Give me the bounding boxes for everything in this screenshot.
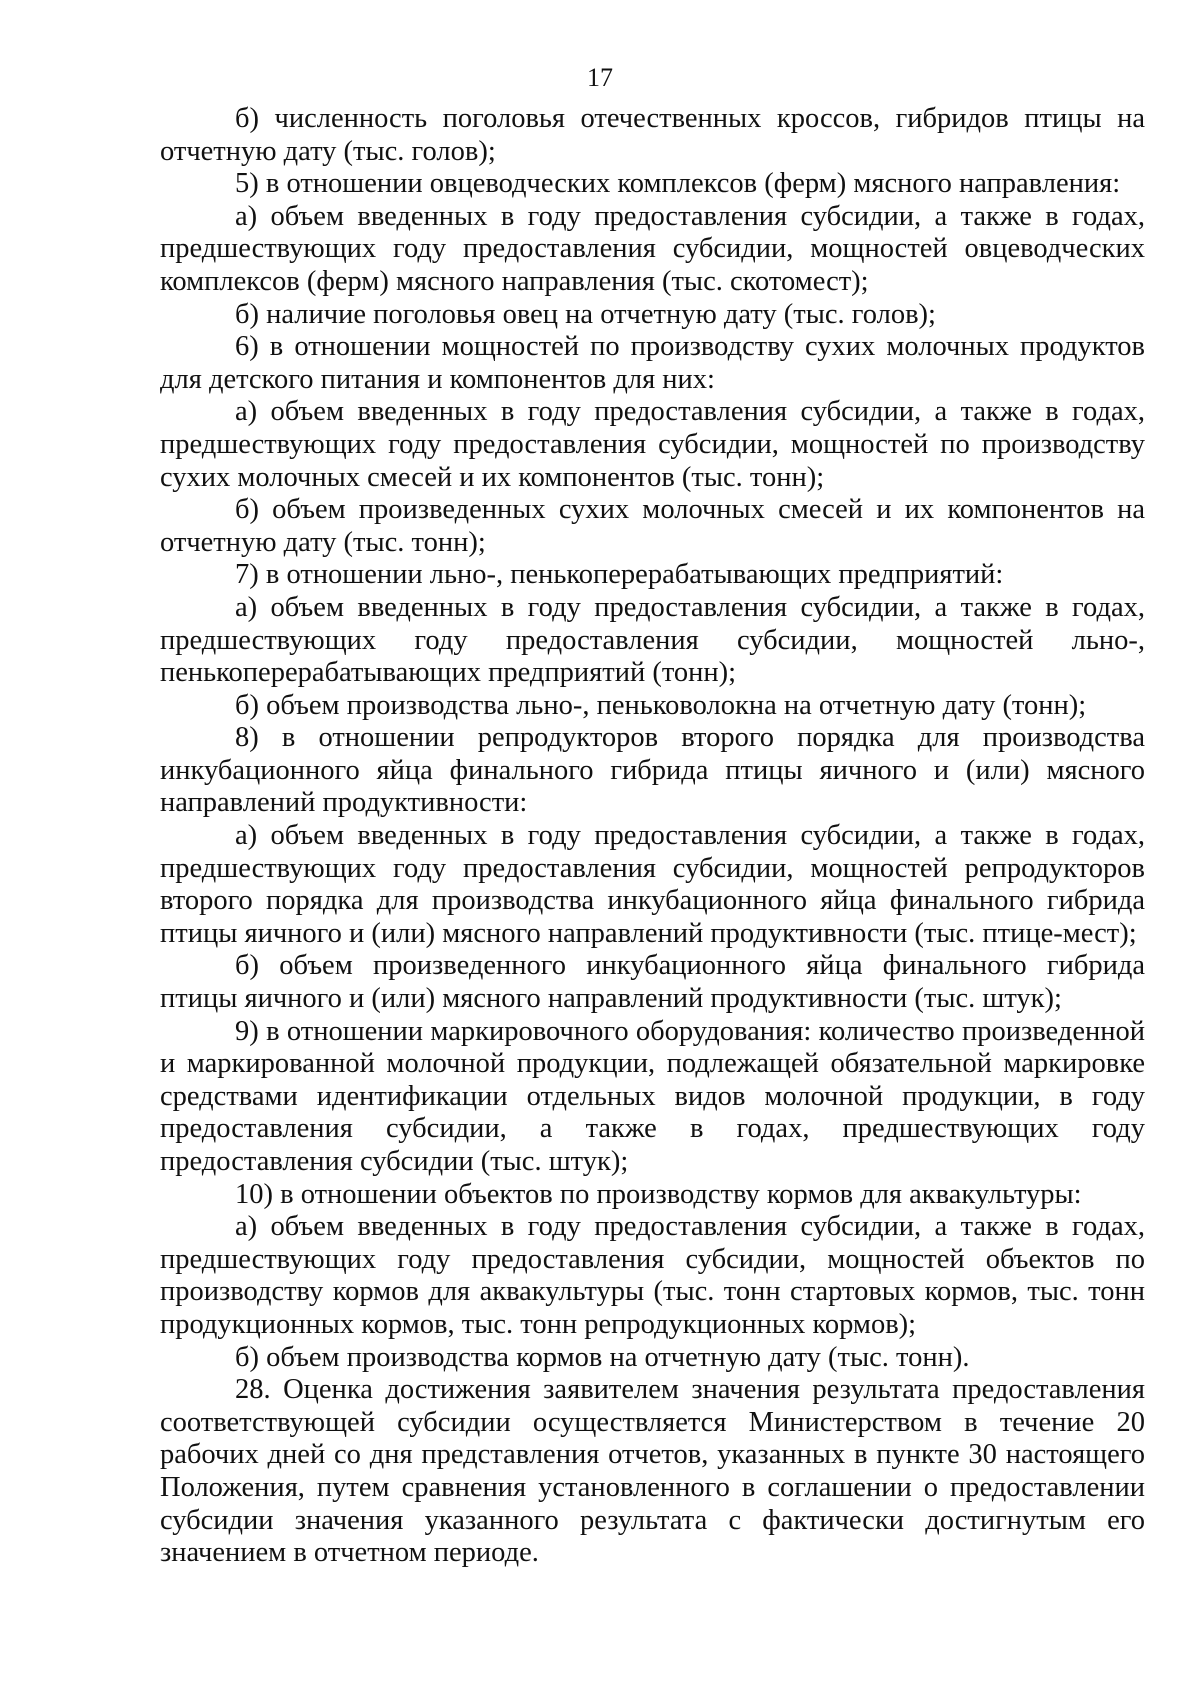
paragraph-a-flax-capacity: а) объем введенных в году предоставления субсидии, а также в годах, предшествующих году предоставления субсидии, мощностей льно-, пенькоперерабатывающих предприятий (тонн); bbox=[160, 591, 1145, 689]
paragraph-b-sheep-count: б) наличие поголовья овец на отчетную дату (тыс. голов); bbox=[235, 298, 936, 330]
paragraph-6-dry-milk: 6) в отношении мощностей по производству сухих молочных продуктов для детского питания и компонентов для них: bbox=[160, 331, 1145, 395]
paragraph-a-feed-capacity: а) объем введенных в году предоставления субсидии, а также в годах, предшествующих году предоставления субсидии, мощностей объектов по производству кормов для аквакультуры (тыс. тонн стартовых кормов, тыс. тонн продукционных кормов, тыс. тонн репродукционных кормов); bbox=[160, 1211, 1145, 1340]
paragraph-5-sheep-complexes: 5) в отношении овцеводческих комплексов (ферм) мясного направления: bbox=[235, 168, 1121, 200]
paragraph-8-reproducers: 8) в отношении репродукторов второго порядка для производства инкубационного яйца финального гибрида птицы яичного и (или) мясного направлений продуктивности: bbox=[160, 722, 1145, 819]
paragraph-b-poultry-count: б) численность поголовья отечественных кроссов, гибридов птицы на отчетную дату (тыс. голов); bbox=[160, 103, 1145, 167]
document-body bbox=[160, 103, 1145, 1570]
page-number: 17 bbox=[587, 63, 613, 92]
paragraph-9-marking-equipment: 9) в отношении маркировочного оборудования: количество произведенной и маркированной молочной продукции, подлежащей обязательной маркировке средствами идентификации отдельных видов молочной продукции, в году предоставления субсидии, а также в годах, предшествующих году предоставления субсидии (тыс. штук); bbox=[160, 1015, 1145, 1177]
paragraph-28-evaluation: 28. Оценка достижения заявителем значения результата предоставления соответствующей субсидии осуществляется Министерством в течение 20 рабочих дней со дня представления отчетов, указанных в пункте 30 настоящего Положения, путем сравнения установленного в соглашении о предоставлении субсидии значения указанного результата с фактически достигнутым его значением в отчетном периоде. bbox=[160, 1374, 1145, 1569]
paragraph-b-flax-output: б) объем производства льно-, пеньковолокна на отчетную дату (тонн); bbox=[235, 689, 1087, 721]
paragraph-b-eggs-output: б) объем произведенного инкубационного яйца финального гибрида птицы яичного и (или) мясного направлений продуктивности (тыс. штук); bbox=[160, 950, 1145, 1015]
paragraph-a-reproducers-capacity: а) объем введенных в году предоставления субсидии, а также в годах, предшествующих году предоставления субсидии, мощностей репродукторов второго порядка для производства инкубационного яйца финального гибрида птицы яичного и (или) мясного направлений продуктивности (тыс. птице-мест); bbox=[160, 820, 1145, 949]
paragraph-a-dry-milk-capacity: а) объем введенных в году предоставления субсидии, а также в годах, предшествующих году предоставления субсидии, мощностей по производству сухих молочных смесей и их компонентов (тыс. тонн); bbox=[160, 396, 1145, 493]
paragraph-b-feed-output: б) объем производства кормов на отчетную дату (тыс. тонн). bbox=[235, 1341, 970, 1373]
paragraph-10-aquaculture-feed: 10) в отношении объектов по производству кормов для аквакультуры: bbox=[235, 1178, 1082, 1210]
paragraph-a-sheep-capacity: а) объем введенных в году предоставления субсидии, а также в годах, предшествующих году предоставления субсидии, мощностей овцеводческих комплексов (ферм) мясного направления (тыс. скотомест); bbox=[160, 200, 1145, 297]
paragraph-b-dry-milk-output: б) объем произведенных сухих молочных смесей и их компонентов на отчетную дату (тыс. тонн); bbox=[160, 494, 1145, 558]
paragraph-7-flax-hemp: 7) в отношении льно-, пенькоперерабатывающих предприятий: bbox=[235, 559, 1004, 591]
